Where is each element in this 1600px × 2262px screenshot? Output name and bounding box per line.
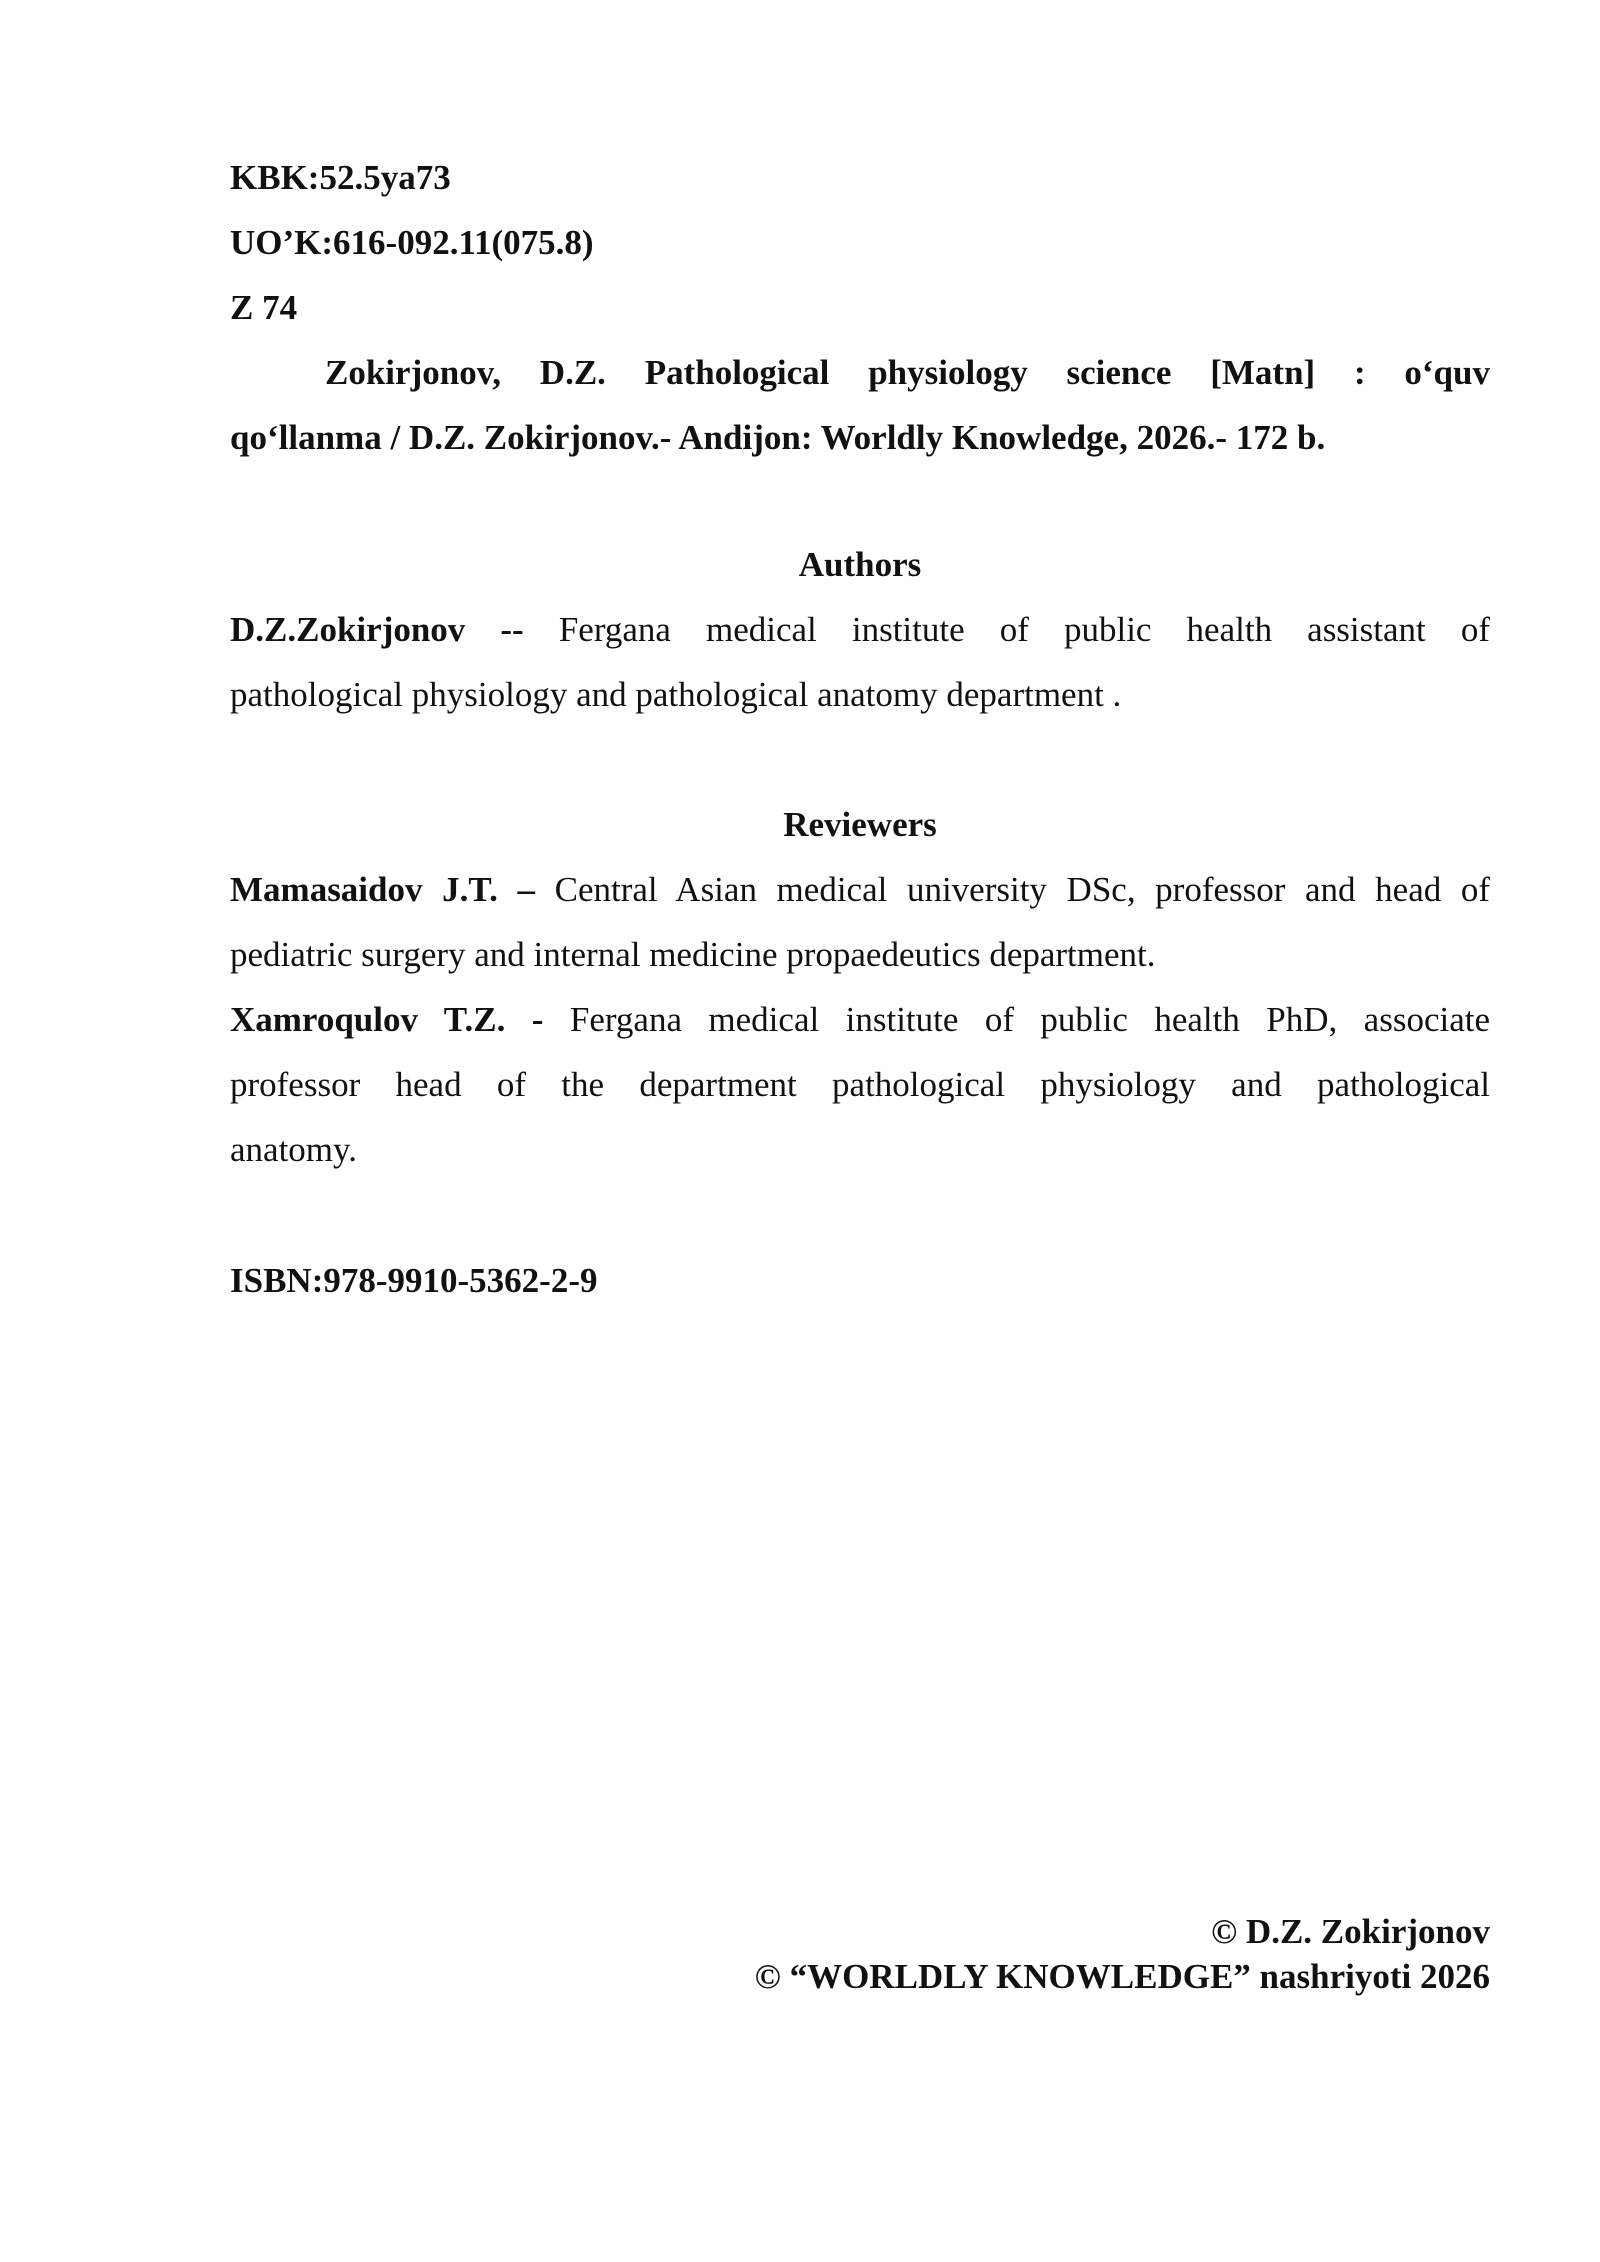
- isbn: ISBN:978-9910-5362-2-9: [230, 1261, 598, 1300]
- citation-line-1: [230, 351, 1490, 416]
- citation-word: Pathological: [644, 353, 830, 392]
- citation-word: [Matn]: [1210, 353, 1316, 392]
- authors-entry-line-1: [230, 608, 1490, 673]
- reviewer-2-affiliation-part-1: Fergana medical institute of public health PhD, associate: [569, 1000, 1491, 1039]
- reviewers-heading: Reviewers: [783, 805, 937, 844]
- citation-word: D.Z.: [539, 353, 606, 392]
- reviewer-1-line-1: [230, 868, 1490, 933]
- kbk-code: KBK:52.5ya73: [230, 158, 451, 197]
- reviewer-2-affiliation-part-2: professor head of the department pathological physiology and pathological: [230, 1065, 1490, 1104]
- reviewer-1-affiliation-part-2: pediatric surgery and internal medicine propaedeutics department.: [230, 935, 1156, 974]
- copyright-publisher: © “WORLDLY KNOWLEDGE” nashriyoti 2026: [754, 1957, 1490, 1996]
- reviewer-1-name: Mamasaidov J.T. –: [230, 870, 535, 909]
- citation-word: Zokirjonov,: [325, 353, 502, 392]
- author-separator: --: [500, 610, 524, 649]
- author-mark: Z 74: [230, 288, 298, 327]
- reviewer-1-affiliation-part-1: Central Asian medical university DSc, professor and head of: [554, 870, 1491, 909]
- uok-code: UO’K:616-092.11(075.8): [230, 223, 594, 262]
- reviewers-list: [230, 868, 1490, 1193]
- copyright-author: © D.Z. Zokirjonov: [1211, 1912, 1490, 1951]
- citation-word: physiology: [868, 353, 1028, 392]
- authors-entry: [230, 608, 1490, 738]
- citation-word: science: [1066, 353, 1172, 392]
- author-affiliation-part-1: Fergana medical institute of public health assistant of: [558, 610, 1491, 649]
- reviewer-2-name: Xamroqulov T.Z. -: [230, 1000, 544, 1039]
- reviewer-2-line-1: [230, 998, 1490, 1063]
- citation-word: o‘quv: [1404, 353, 1490, 392]
- citation-word: :: [1353, 353, 1366, 392]
- author-name: D.Z.Zokirjonov: [230, 610, 466, 649]
- citation-line-2: qo‘llanma / D.Z. Zokirjonov.- Andijon: Worldly Knowledge, 2026.- 172 b.: [230, 418, 1326, 457]
- author-affiliation-part-2: pathological physiology and pathological anatomy department .: [230, 675, 1122, 714]
- authors-heading: Authors: [798, 545, 922, 584]
- citation-block: [230, 351, 1490, 481]
- reviewer-2-affiliation-part-3: anatomy.: [230, 1130, 357, 1169]
